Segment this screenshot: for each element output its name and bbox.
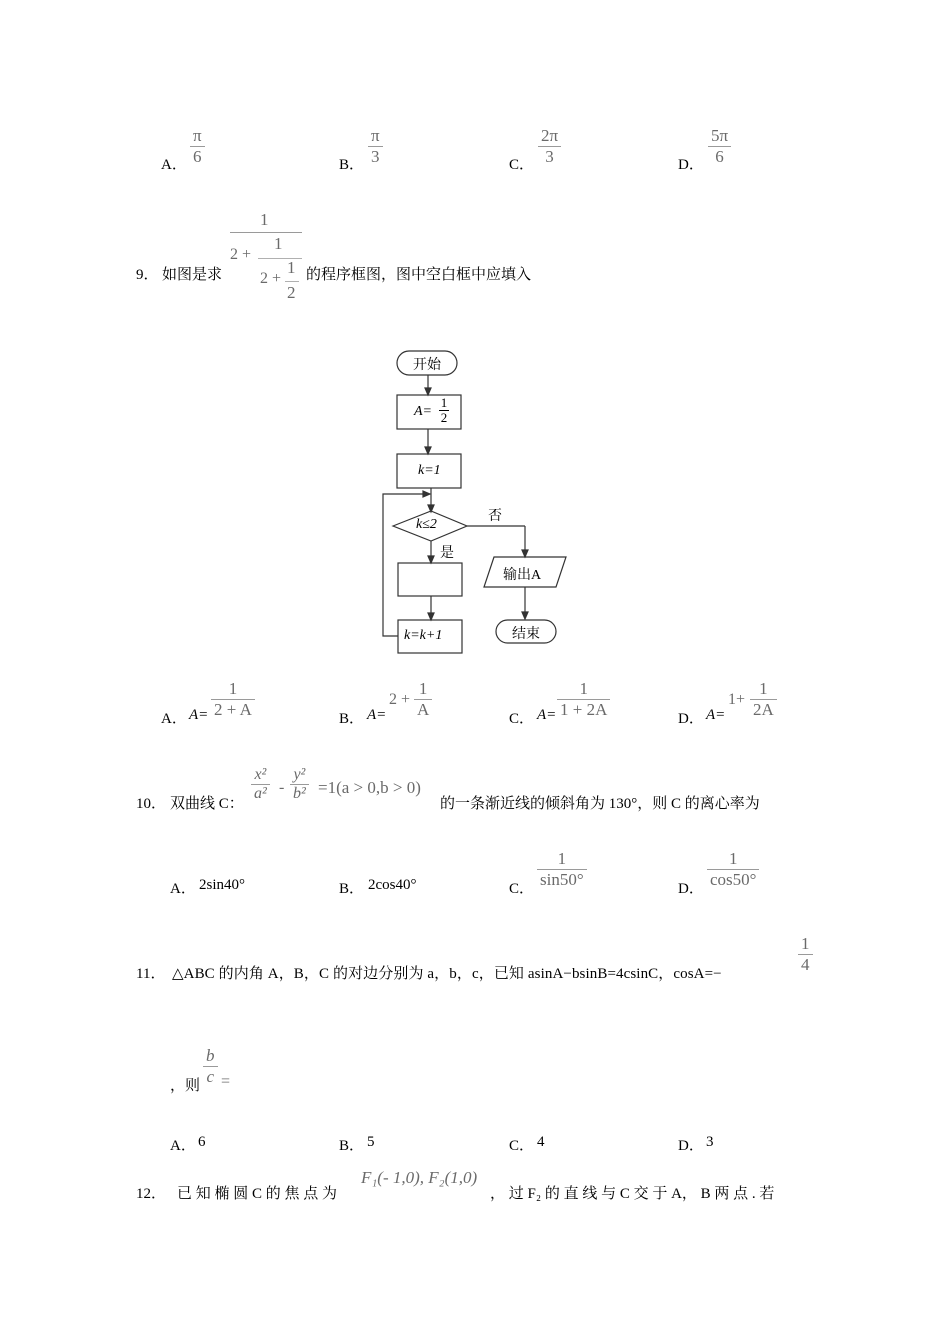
flowchart-condition-label: k≤2 bbox=[416, 517, 437, 532]
q8-option-c-fraction: 2π 3 bbox=[538, 126, 561, 167]
flowchart-blank-box bbox=[398, 563, 462, 596]
q9-number: 9． bbox=[136, 267, 159, 283]
q10-option-d-fraction: 1 cos50° bbox=[707, 849, 759, 890]
q11-option-d-text: 3 bbox=[706, 1134, 714, 1150]
q8-option-d-letter: D． bbox=[678, 157, 704, 173]
q11-option-b-text: 5 bbox=[367, 1134, 375, 1150]
q10-option-a-letter: A． bbox=[170, 881, 196, 897]
q10-number: 10． bbox=[136, 796, 167, 812]
q11-cont-prefix: ，则 bbox=[170, 1078, 201, 1094]
q11-cos-fraction: 1 4 bbox=[798, 934, 813, 975]
flowchart-start-label: 开始 bbox=[413, 358, 441, 373]
q8-option-d-fraction: 5π 6 bbox=[708, 126, 731, 167]
q9-option-b-letter: B． bbox=[339, 711, 365, 727]
q12-suffix: ， 过 F₂ 的 直 线 与 C 交 于 A， B 两 点 . 若 bbox=[490, 1186, 775, 1202]
q11-ratio-fraction: b c bbox=[203, 1046, 218, 1087]
q11-number: 11． bbox=[136, 966, 166, 982]
q10-prefix: 双曲线 C： bbox=[170, 796, 244, 812]
flowchart-end-label: 结束 bbox=[512, 627, 540, 642]
q9-option-b-fraction: 1 A bbox=[414, 679, 432, 720]
q11-text: △ABC 的内角 A，B，C 的对边分别为 a，b，c，已知 asinA−bsinB=4csinC，cosA=− bbox=[172, 966, 722, 982]
q10-y-fraction: y² b² bbox=[290, 766, 309, 803]
q9-prefix: 如图是求 bbox=[162, 267, 223, 283]
q11-option-d-letter: D． bbox=[678, 1138, 704, 1154]
q11-option-a-letter: A． bbox=[170, 1138, 196, 1154]
q10-option-c-letter: C． bbox=[509, 881, 535, 897]
flowchart-init-k-label: k=1 bbox=[418, 463, 441, 478]
q8-option-b-letter: B． bbox=[339, 157, 365, 173]
q11-option-a-text: 6 bbox=[198, 1134, 206, 1150]
q8-option-a-letter: A． bbox=[161, 157, 187, 173]
q9-option-c-letter: C． bbox=[509, 711, 535, 727]
q9-continued-fraction: 1 2 + 1 2 + 1 2 bbox=[230, 208, 302, 308]
q9-option-a-letter: A． bbox=[161, 711, 187, 727]
q9-option-a-fraction: 1 2 + A bbox=[211, 679, 255, 720]
q10-option-c-fraction: 1 sin50° bbox=[537, 849, 587, 890]
flowchart-init-a-fraction: 1 2 bbox=[440, 395, 448, 425]
q9-option-c-fraction: 1 1 + 2A bbox=[557, 679, 610, 720]
q12-foci: F₁(- 1,0), F₂(1,0) bbox=[361, 1168, 478, 1187]
q9-option-d-fraction: 1 2A bbox=[750, 679, 777, 720]
q10-option-a-text: 2sin40° bbox=[199, 877, 246, 893]
flowchart-no-label: 否 bbox=[488, 509, 502, 524]
q8-option-b-fraction: π 3 bbox=[368, 126, 383, 167]
q9-flowchart bbox=[370, 345, 580, 660]
q11-option-b-letter: B． bbox=[339, 1138, 365, 1154]
q11-option-c-text: 4 bbox=[537, 1134, 545, 1150]
q11-option-c-letter: C． bbox=[509, 1138, 535, 1154]
flowchart-increment-label: k=k+1 bbox=[404, 628, 443, 643]
q9-option-d-letter: D． bbox=[678, 711, 704, 727]
q10-option-b-letter: B． bbox=[339, 881, 365, 897]
q10-suffix: 的一条渐近线的倾斜角为 130°，则 C 的离心率为 bbox=[440, 796, 760, 812]
q8-option-c-letter: C． bbox=[509, 157, 535, 173]
q12-number: 12． bbox=[136, 1186, 167, 1202]
q12-prefix: 已 知 椭 圆 C 的 焦 点 为 bbox=[177, 1186, 338, 1202]
q10-option-b-text: 2cos40° bbox=[368, 877, 417, 893]
q9-suffix: 的程序框图，图中空白框中应填入 bbox=[306, 267, 532, 283]
q8-option-a-fraction: π 6 bbox=[190, 126, 205, 167]
flowchart-init-a-lhs: A= bbox=[414, 404, 432, 419]
q10-option-d-letter: D． bbox=[678, 881, 704, 897]
q10-rhs: =1(a > 0,b > 0) bbox=[318, 778, 421, 797]
flowchart-yes-label: 是 bbox=[440, 546, 454, 561]
flowchart-output-label: 输出A bbox=[503, 568, 542, 583]
q10-x-fraction: x² a² bbox=[251, 766, 270, 803]
